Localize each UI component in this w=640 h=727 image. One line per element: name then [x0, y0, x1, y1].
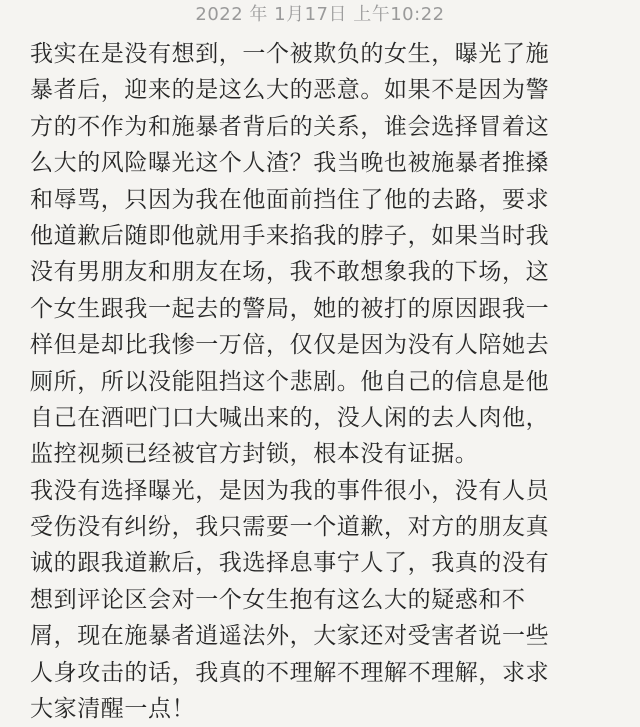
note-line: 没有男朋友和朋友在场，我不敢想象我的下场，这 [30, 259, 550, 286]
note-line: 么大的风险曝光这个人渣？我当晚也被施暴者推搡 [30, 150, 550, 177]
note-line: 人身攻击的话，我真的不理解不理解不理解，求求 [30, 659, 550, 686]
note-line: 他道歉后随即他就用手来掐我的脖子，如果当时我 [30, 222, 550, 249]
note-line: 我实在是没有想到，一个被欺负的女生，曝光了施 [30, 41, 550, 67]
note-line: 受伤没有纠纷，我只需要一个道歉，对方的朋友真 [30, 514, 550, 541]
note-line: 和辱骂，只因为我在他面前挡住了他的去路，要求 [30, 186, 550, 213]
note-line: 大家清醒一点！ [30, 696, 196, 723]
note-line: 样但是却比我惨一万倍，仅仅是因为没有人陪她去 [30, 332, 550, 359]
note-timestamp: 2022 年 1月17日 上午10:22 [195, 4, 445, 25]
note-body[interactable] [30, 36, 616, 727]
note-line: 方的不作为和施暴者背后的关系，谁会选择冒着这 [30, 113, 550, 140]
note-line: 厕所，所以没能阻挡这个悲剧。他自己的信息是他 [30, 368, 550, 395]
note-line: 诚的跟我道歉后，我选择息事宁人了，我真的没有 [30, 550, 550, 577]
note-line: 暴者后，迎来的是这么大的恶意。如果不是因为警 [30, 77, 550, 104]
note-line: 我没有选择曝光，是因为我的事件很小，没有人员 [30, 477, 550, 504]
note-line: 屑，现在施暴者逍遥法外，大家还对受害者说一些 [30, 623, 550, 650]
note-line: 想到评论区会对一个女生抱有这么大的疑惑和不 [30, 586, 526, 613]
note-line: 监控视频已经被官方封锁，根本没有证据。 [30, 441, 479, 468]
note-line: 个女生跟我一起去的警局，她的被打的原因跟我一 [30, 295, 550, 322]
note-line: 自己在酒吧门口大喊出来的，没人闲的去人肉他， [30, 404, 550, 431]
